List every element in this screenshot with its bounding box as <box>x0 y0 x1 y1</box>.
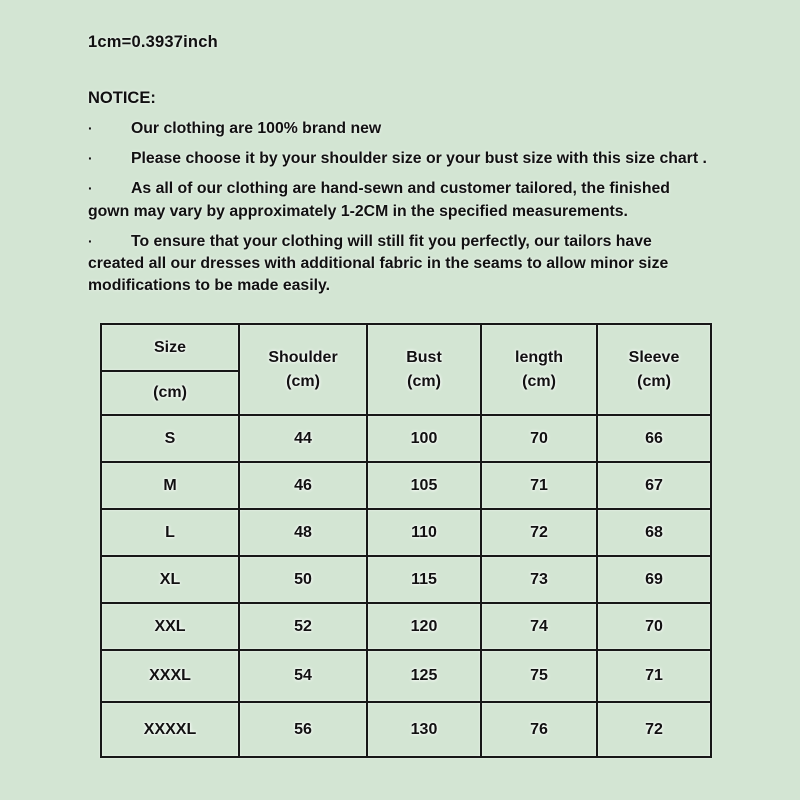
cell-shoulder: 52 <box>239 603 367 650</box>
header-length-unit: (cm) <box>522 372 556 390</box>
cell-length: 70 <box>481 415 597 462</box>
header-bust-unit: (cm) <box>407 372 441 390</box>
cell-length: 73 <box>481 556 597 603</box>
cell-bust: 100 <box>367 415 481 462</box>
header-sleeve-unit: (cm) <box>637 372 671 390</box>
notice-item-text: Please choose it by your shoulder size or your bust size with this size chart . <box>131 150 707 168</box>
cell-bust: 115 <box>367 556 481 603</box>
cell-shoulder: 46 <box>239 462 367 509</box>
table-row <box>101 556 711 603</box>
cell-length: 74 <box>481 603 597 650</box>
cell-length: 76 <box>481 702 597 757</box>
cell-bust: 120 <box>367 603 481 650</box>
size-table <box>100 323 712 758</box>
cell-size: XXXXL <box>101 702 239 757</box>
header-length-label: length <box>515 348 563 366</box>
header-size-label: Size <box>101 324 239 371</box>
table-row <box>101 702 711 757</box>
cell-shoulder: 48 <box>239 509 367 556</box>
table-row <box>101 415 711 462</box>
bullet-dot-icon: · <box>88 120 93 136</box>
header-bust <box>367 324 481 415</box>
cell-length: 71 <box>481 462 597 509</box>
table-row <box>101 462 711 509</box>
notice-item-text: Our clothing are 100% brand new <box>131 120 382 137</box>
notice-heading: NOTICE: <box>88 89 156 107</box>
cell-shoulder: 54 <box>239 650 367 702</box>
header-bust-label: Bust <box>406 348 442 366</box>
unit-conversion-note: 1cm=0.3937inch <box>88 33 218 51</box>
bullet-dot-icon: · <box>88 180 93 197</box>
cell-bust: 110 <box>367 509 481 556</box>
cell-shoulder: 50 <box>239 556 367 603</box>
cell-shoulder: 44 <box>239 415 367 462</box>
cell-length: 72 <box>481 509 597 556</box>
header-size-unit: (cm) <box>101 371 239 415</box>
cell-size: S <box>101 415 239 462</box>
cell-shoulder: 56 <box>239 702 367 757</box>
cell-size: M <box>101 462 239 509</box>
notice-list <box>0 117 800 304</box>
cell-sleeve: 67 <box>597 462 711 509</box>
cell-bust: 105 <box>367 462 481 509</box>
header-sleeve <box>597 324 711 415</box>
cell-sleeve: 68 <box>597 509 711 556</box>
cell-sleeve: 66 <box>597 415 711 462</box>
cell-sleeve: 71 <box>597 650 711 702</box>
cell-bust: 130 <box>367 702 481 757</box>
notice-item <box>88 177 712 222</box>
table-row <box>101 603 711 650</box>
cell-size: XL <box>101 556 239 603</box>
table-header-row-top <box>101 324 711 371</box>
cell-size: XXL <box>101 603 239 650</box>
cell-sleeve: 72 <box>597 702 711 757</box>
notice-item <box>88 147 712 170</box>
cell-size: L <box>101 509 239 556</box>
header-shoulder-label: Shoulder <box>268 348 338 366</box>
notice-item-text: As all of our clothing are hand-sewn and customer tailored, the finished gown may vary by approximately 1-2CM in the specified measurements. <box>88 180 670 220</box>
header-sleeve-label: Sleeve <box>628 348 680 366</box>
cell-sleeve: 70 <box>597 603 711 650</box>
notice-item-text: To ensure that your clothing will still fit you perfectly, our tailors have created all our dresses with additional fabric in the seams to allow minor size modifications to be made easily. <box>88 232 669 295</box>
header-shoulder <box>239 324 367 415</box>
table-row <box>101 650 711 702</box>
header-shoulder-unit: (cm) <box>286 372 320 390</box>
table-row <box>101 509 711 556</box>
cell-length: 75 <box>481 650 597 702</box>
notice-item <box>88 117 712 140</box>
cell-size: XXXL <box>101 650 239 702</box>
cell-bust: 125 <box>367 650 481 702</box>
cell-sleeve: 69 <box>597 556 711 603</box>
size-table-container <box>100 323 712 758</box>
bullet-dot-icon: · <box>88 232 93 249</box>
header-length <box>481 324 597 415</box>
notice-item <box>88 230 712 298</box>
bullet-dot-icon: · <box>88 150 93 167</box>
